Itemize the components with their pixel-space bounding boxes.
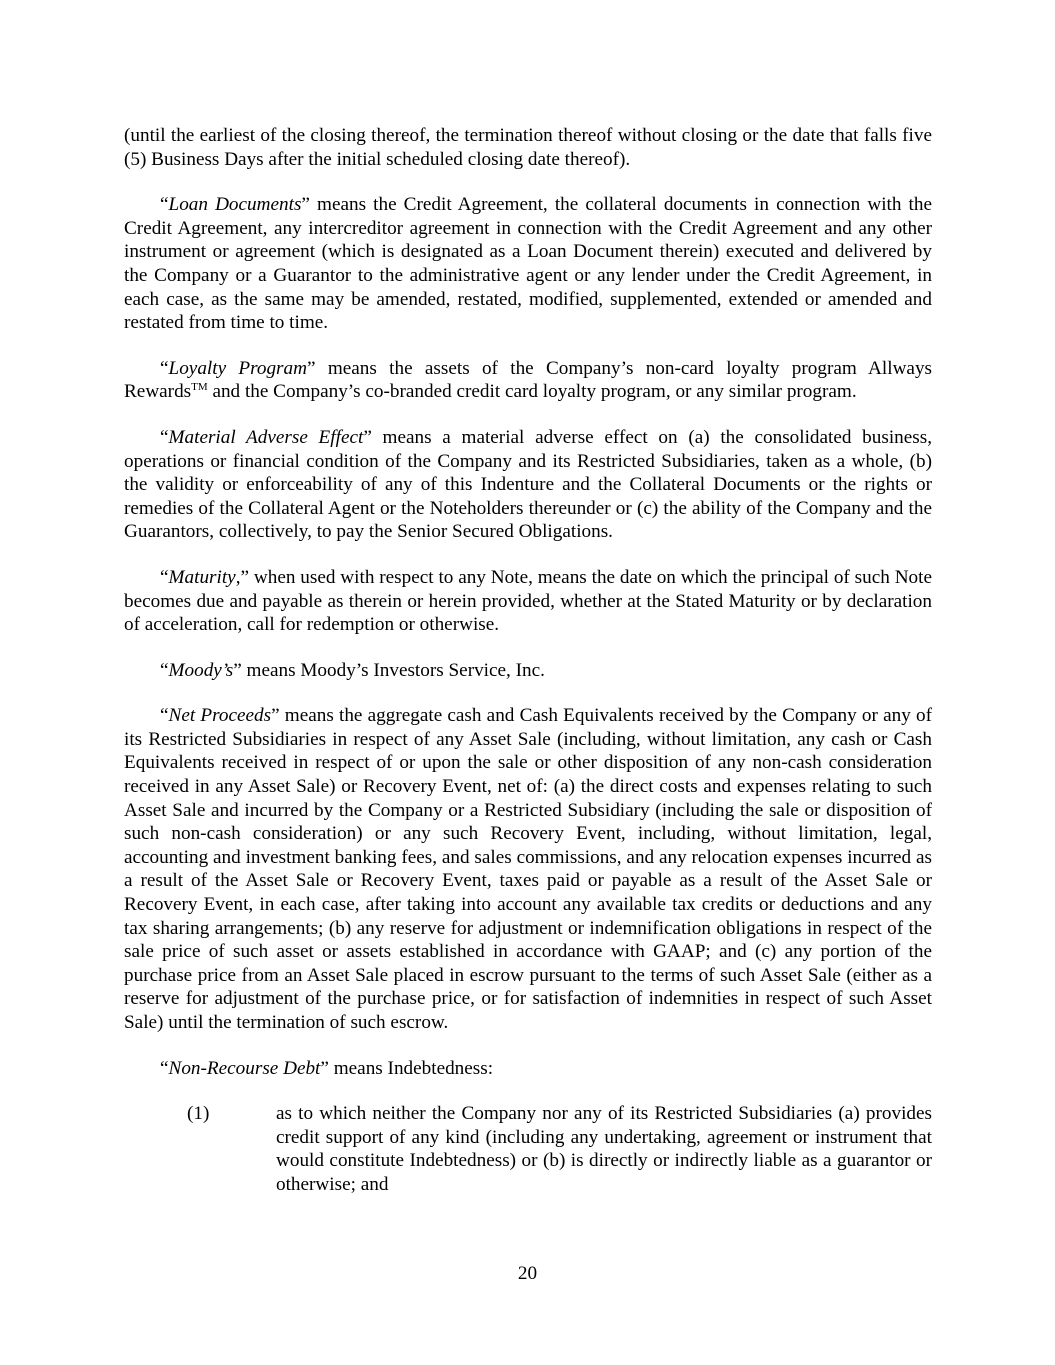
definition-text: means the Credit Agreement, the collateral documents in connection with the Credit Agreement, any intercreditor agreement in connection with the Credit Agreement and any other instrument or agreement (which is designated as a Loan Document therein) executed and delivered by the Company or a Guarantor to the administrative agent or any lender under the Credit Agreement, in each case, as the same may be amended, restated, modified, supplemented, extended or amended and restated from time to time. xyxy=(124,194,932,334)
definition-non-recourse-debt xyxy=(124,1057,932,1081)
list-item-number: (1) xyxy=(187,1103,210,1125)
definition-maturity xyxy=(124,566,932,637)
defined-term: Moody’s xyxy=(168,659,234,681)
quote: “ xyxy=(160,357,169,379)
quote: “ xyxy=(160,1057,169,1079)
definition-net-proceeds xyxy=(124,704,932,1034)
definition-text: means Moody’s Investors Service, Inc. xyxy=(241,659,545,681)
page-number: 20 xyxy=(517,1263,538,1284)
quote: ” xyxy=(320,1057,329,1079)
quote: “ xyxy=(160,426,169,448)
quote: ” xyxy=(301,194,310,216)
definition-text: and the Company’s co-branded credit card loyalty program, or any similar program. xyxy=(207,381,857,403)
definition-loyalty-program xyxy=(124,357,932,404)
quote: ” xyxy=(233,659,242,681)
list-item-text: as to which neither the Company nor any of its Restricted Subsidiaries (a) provides credit support of any kind (including any undertaking, agreement or instrument that would constitute Indebtedness) or (b) is directly or indirectly liable as a guarantor or otherwise; and xyxy=(276,1103,932,1195)
definition-text: when used with respect to any Note, means the date on which the principal of such Note becomes due and payable as therein or herein provided, whether at the Stated Maturity or by declaration of acceleration, call for redemption or otherwise. xyxy=(124,566,932,636)
quote: ” xyxy=(306,357,316,379)
defined-term: Net Proceeds xyxy=(168,705,272,727)
definition-text: means the aggregate cash and Cash Equivalents received by the Company or any of its Restricted Subsidiaries in respect of any Asset Sale (including, without limitation, any cash or Cash Equivalents received in respect of or upon the sale or other disposition of any non-cash consideration received in any Asset Sale) or Recovery Event, net of: (a) the direct costs and expenses relating to such Asset Sale and incurred by the Company or a Restricted Subsidiary (including the sale or disposition of such non-cash consideration) or any such Recovery Event, including, without limitation, legal, accounting and investment banking fees, and sales commissions, and any relocation expenses incurred as a result of the Asset Sale or Recovery Event, taxes paid or payable as a result of the Asset Sale or Recovery Event, in each case, after taking into account any available tax credits or deductions and any tax sharing arrangements; (b) any reserve for adjustment or indemnification obligations in respect of the sale price of such asset or assets established in accordance with GAAP; and (c) any portion of the purchase price from an Asset Sale placed in escrow pursuant to the terms of such Asset Sale (either as a reserve for adjustment of the purchase price, or for satisfaction of indemnities in respect of such Asset Sale) until the termination of such escrow. xyxy=(124,705,932,1033)
defined-term: Maturity xyxy=(168,566,236,588)
defined-term: Loan Documents xyxy=(168,194,302,216)
definition-text: means Indebtedness: xyxy=(328,1057,494,1079)
quote: ,” xyxy=(235,566,250,588)
trademark-superscript: TM xyxy=(191,381,208,394)
definition-text: means the assets of the Company’s non-card loyalty program Allways Rewards xyxy=(124,357,932,403)
defined-term: Non-Recourse Debt xyxy=(168,1057,321,1079)
definition-text: means a material adverse effect on (a) the consolidated business, operations or financial condition of the Company and its Restricted Subsidiaries, taken as a whole, (b) the validity or enforceability of any of this Indenture and the Collateral Documents or the rights or remedies of the Collateral Agent or the Noteholders thereunder or (c) the ability of the Company and the Guarantors, collectively, to pay the Senior Secured Obligations. xyxy=(124,426,933,543)
document-page xyxy=(124,124,932,1219)
quote: ” xyxy=(363,426,372,448)
defined-term: Loyalty Program xyxy=(168,357,307,379)
continuation-paragraph: (until the earliest of the closing thereof, the termination thereof without closing or the date that falls five (5) Business Days after the initial scheduled closing date thereof). xyxy=(124,125,932,170)
quote: “ xyxy=(160,659,169,681)
definition-moodys xyxy=(124,659,932,683)
quote: ” xyxy=(271,705,280,727)
definition-material-adverse-effect xyxy=(124,426,932,544)
quote: “ xyxy=(160,566,169,588)
quote: “ xyxy=(160,705,169,727)
defined-term: Material Adverse Effect xyxy=(168,426,364,448)
definition-loan-documents xyxy=(124,193,932,335)
quote: “ xyxy=(160,194,169,216)
list-item xyxy=(124,1102,932,1196)
